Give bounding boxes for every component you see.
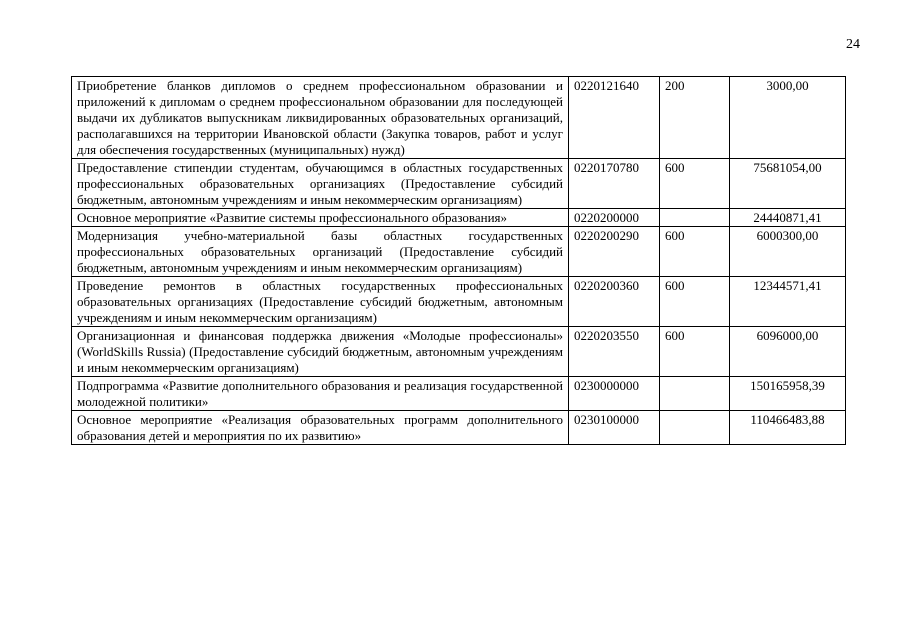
row-code: 0220200000: [569, 209, 660, 227]
row-code: 0220170780: [569, 159, 660, 209]
row-code: 0220200360: [569, 277, 660, 327]
row-expense-type: 600: [660, 327, 730, 377]
row-amount: 6000300,00: [730, 227, 846, 277]
row-amount: 110466483,88: [730, 411, 846, 445]
row-amount: 150165958,39: [730, 377, 846, 411]
table-row: [72, 277, 846, 327]
row-name: Предоставление стипендии студентам, обучающимся в областных государственных профессиональных образовательных организациях (Предоставление субсидий бюджетным, автономным учреждениям и иным некоммерческим организациям): [72, 159, 569, 209]
table-row: [72, 209, 846, 227]
table-row: [72, 377, 846, 411]
table-row: [72, 227, 846, 277]
row-amount: 6096000,00: [730, 327, 846, 377]
table-row: [72, 411, 846, 445]
row-amount: 3000,00: [730, 77, 846, 159]
row-expense-type: 600: [660, 159, 730, 209]
row-code: 0230000000: [569, 377, 660, 411]
row-code: 0220121640: [569, 77, 660, 159]
row-code: 0230100000: [569, 411, 660, 445]
row-code: 0220200290: [569, 227, 660, 277]
table-row: [72, 77, 846, 159]
row-amount: 24440871,41: [730, 209, 846, 227]
row-name: Приобретение бланков дипломов о среднем профессиональном образовании и приложений к дипломам о среднем профессиональном образовании для последующей выдачи их дубликатов выпускникам ликвидированных образовательных организаций, располагавшихся на территории Ивановской области (Закупка товаров, работ и услуг для обеспечения государственных (муниципальных) нужд): [72, 77, 569, 159]
row-amount: 12344571,41: [730, 277, 846, 327]
row-expense-type: [660, 209, 730, 227]
row-amount: 75681054,00: [730, 159, 846, 209]
row-name: Основное мероприятие «Развитие системы профессионального образования»: [72, 209, 569, 227]
row-name: Основное мероприятие «Реализация образовательных программ дополнительного образования детей и мероприятия по их развитию»: [72, 411, 569, 445]
row-name: Проведение ремонтов в областных государственных профессиональных образовательных организациях (Предоставление субсидий бюджетным, автономным учреждениям и иным некоммерческим организациям): [72, 277, 569, 327]
table-row: [72, 327, 846, 377]
row-expense-type: 600: [660, 277, 730, 327]
row-expense-type: [660, 377, 730, 411]
row-name: Организационная и финансовая поддержка движения «Молодые профессионалы» (WorldSkills Russia) (Предоставление субсидий бюджетным, автономным учреждениям и иным некоммерческим организациям): [72, 327, 569, 377]
budget-table: [71, 76, 846, 445]
row-name: Модернизация учебно-материальной базы областных государственных профессиональных образовательных организаций (Предоставление субсидий бюджетным, автономным учреждениям и иным некоммерческим организациям): [72, 227, 569, 277]
row-name: Подпрограмма «Развитие дополнительного образования и реализация государственной молодежной политики»: [72, 377, 569, 411]
row-expense-type: 200: [660, 77, 730, 159]
row-code: 0220203550: [569, 327, 660, 377]
table-row: [72, 159, 846, 209]
page-number: 24: [846, 37, 860, 52]
row-expense-type: 600: [660, 227, 730, 277]
row-expense-type: [660, 411, 730, 445]
